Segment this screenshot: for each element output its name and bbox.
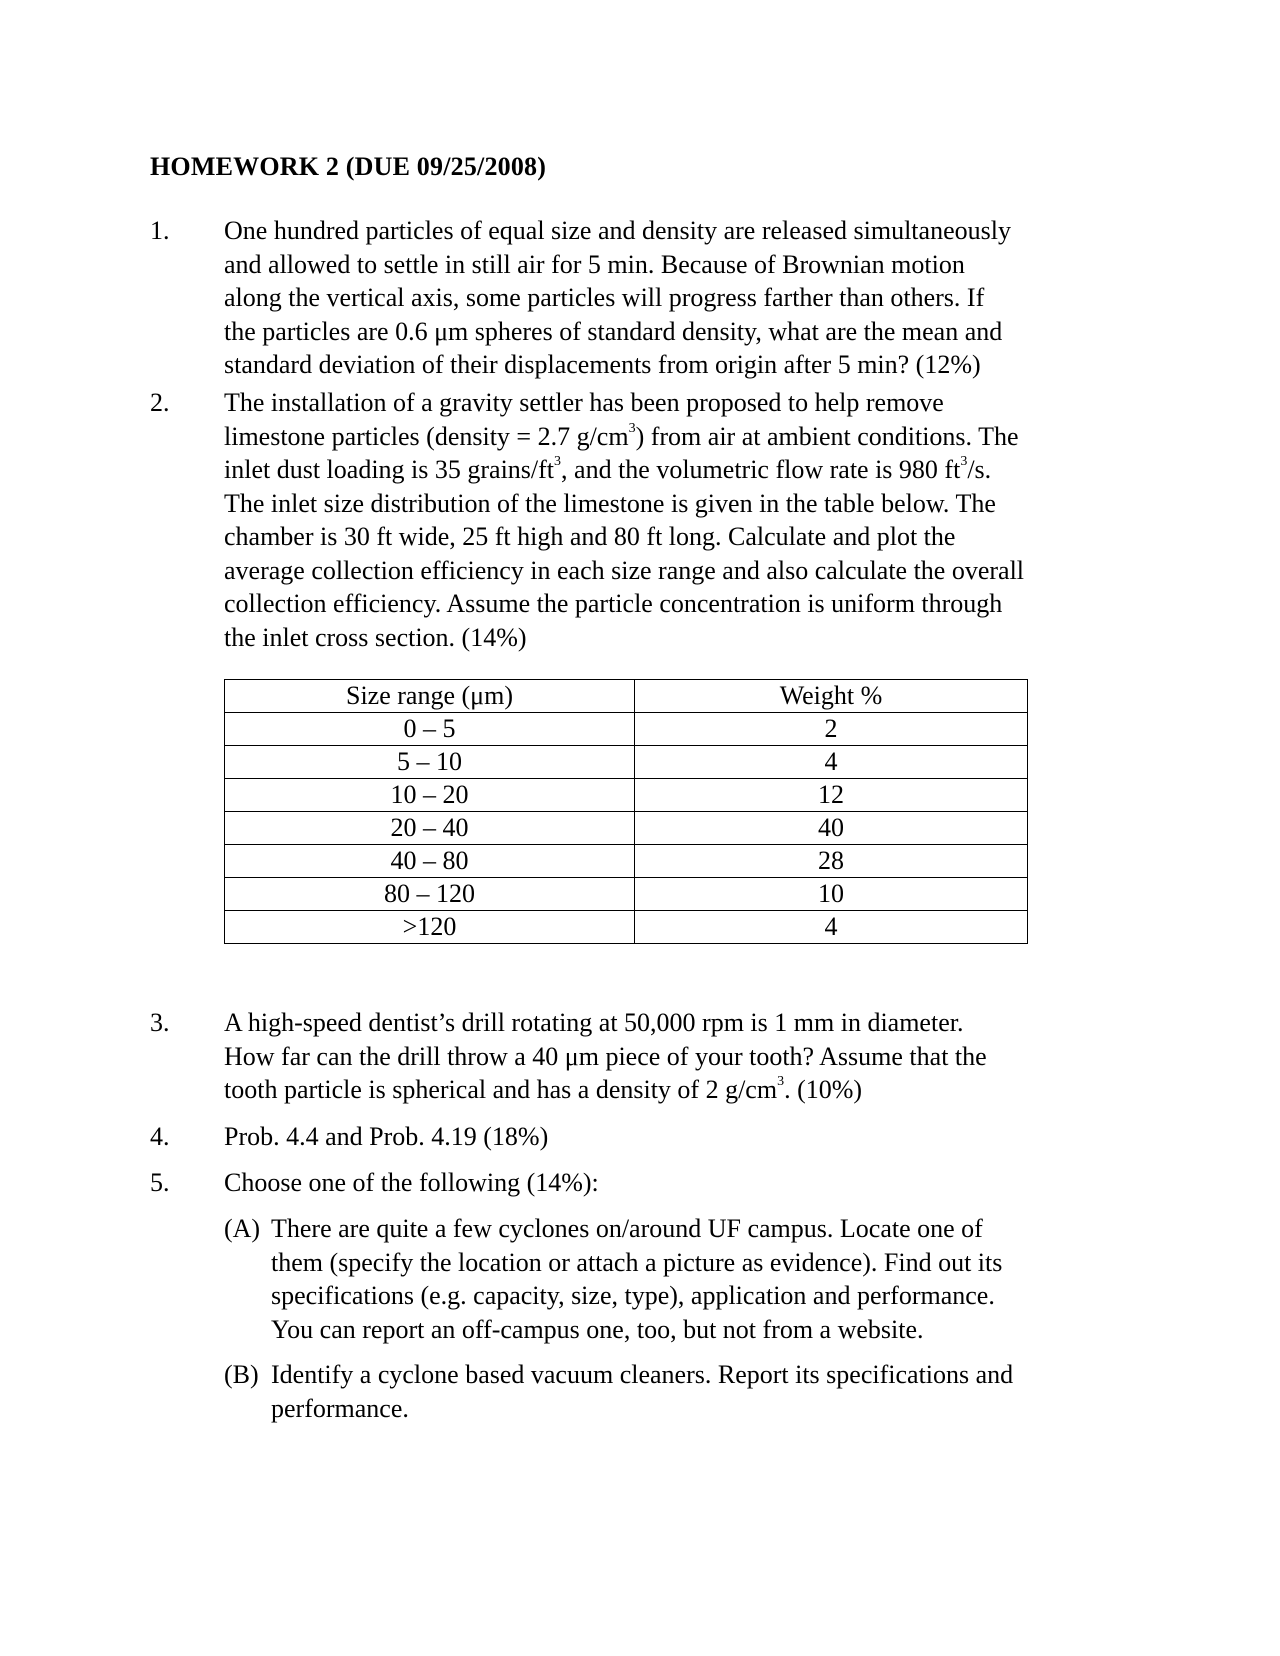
text-line (224, 1073, 1144, 1107)
text-line: You can report an off-campus one, too, but not from a website. (271, 1314, 924, 1344)
text-segment: inlet dust loading is 35 grains/ft (224, 455, 555, 484)
text-line: the particles are 0.6 μm spheres of standard density, what are the mean and (224, 316, 1003, 346)
size-cell: 40 – 80 (225, 845, 635, 878)
column-header-size-range: Size range (μm) (225, 680, 635, 713)
problem-text (224, 1006, 1144, 1107)
option-text (271, 1212, 1131, 1346)
size-cell: 20 – 40 (225, 812, 635, 845)
table-row (225, 845, 1028, 878)
text-line: There are quite a few cyclones on/around UF campus. Locate one of (271, 1214, 983, 1243)
weight-cell: 12 (635, 779, 1028, 812)
table-row (225, 779, 1028, 812)
table-header-row (225, 680, 1028, 713)
table-row (225, 713, 1028, 746)
table-row (225, 746, 1028, 779)
superscript: 3 (960, 454, 968, 470)
problem-text (224, 1120, 1144, 1154)
text-line: One hundred particles of equal size and density are released simultaneously (224, 216, 1011, 245)
size-distribution-table (224, 679, 1028, 944)
weight-cell: 2 (635, 713, 1028, 746)
text-segment: /s. (967, 455, 992, 484)
problem-number: 5. (150, 1168, 170, 1197)
text-line: Choose one of the following (14%): (224, 1168, 599, 1197)
text-segment: . (10%) (784, 1075, 863, 1104)
size-cell: 80 – 120 (225, 878, 635, 911)
column-header-weight: Weight % (635, 680, 1028, 713)
weight-cell: 40 (635, 812, 1028, 845)
text-line: them (specify the location or attach a picture as evidence). Find out its (271, 1247, 1003, 1277)
text-line: Prob. 4.4 and Prob. 4.19 (18%) (224, 1122, 549, 1151)
weight-cell: 4 (635, 911, 1028, 944)
text-segment: ) from air at ambient conditions. The (635, 421, 1019, 451)
text-line: A high-speed dentist’s drill rotating at 50,000 rpm is 1 mm in diameter. (224, 1008, 964, 1037)
table-row (225, 911, 1028, 944)
text-line: collection efficiency. Assume the particle concentration is uniform through (224, 589, 1003, 618)
size-cell: 0 – 5 (225, 713, 635, 746)
superscript: 3 (628, 420, 636, 436)
weight-cell: 10 (635, 878, 1028, 911)
weight-cell: 4 (635, 746, 1028, 779)
text-line (224, 453, 1144, 487)
text-line: performance. (271, 1393, 409, 1423)
homework-title: HOMEWORK 2 (DUE 09/25/2008) (150, 152, 547, 181)
problem-number: 2. (150, 388, 170, 417)
size-cell: 5 – 10 (225, 746, 635, 779)
text-line: Identify a cyclone based vacuum cleaners. Report its specifications and (271, 1360, 1014, 1389)
problem-text (224, 214, 1144, 382)
size-cell: >120 (225, 911, 635, 944)
option-text (271, 1358, 1131, 1425)
problem-text (224, 386, 1144, 654)
table-row (225, 878, 1028, 911)
problem-number: 4. (150, 1122, 170, 1151)
text-line: The installation of a gravity settler has been proposed to help remove (224, 388, 944, 417)
table-row (225, 812, 1028, 845)
text-line: The inlet size distribution of the limestone is given in the table below. The (224, 488, 996, 518)
problem-number: 3. (150, 1008, 170, 1037)
option-label: (A) (224, 1214, 261, 1243)
size-cell: 10 – 20 (225, 779, 635, 812)
weight-cell: 28 (635, 845, 1028, 878)
problem-text (224, 1166, 1144, 1200)
text-segment: , and the volumetric flow rate is 980 ft (561, 455, 961, 484)
text-line (224, 420, 1144, 454)
text-line: the inlet cross section. (14%) (224, 622, 527, 652)
text-line: chamber is 30 ft wide, 25 ft high and 80 ft long. Calculate and plot the (224, 522, 956, 551)
text-line: standard deviation of their displacements from origin after 5 min? (12%) (224, 350, 981, 379)
text-line: along the vertical axis, some particles will progress farther than others. If (224, 283, 985, 312)
text-line: and allowed to settle in still air for 5 min. Because of Brownian motion (224, 249, 965, 279)
text-line: specifications (e.g. capacity, size, type), application and performance. (271, 1281, 995, 1310)
text-segment: limestone particles (density = 2.7 g/cm (224, 421, 629, 451)
text-line: average collection efficiency in each size range and also calculate the overall (224, 555, 1025, 585)
superscript: 3 (777, 1074, 785, 1090)
option-label: (B) (224, 1360, 259, 1389)
problem-number: 1. (150, 216, 170, 245)
text-segment: tooth particle is spherical and has a density of 2 g/cm (224, 1075, 778, 1104)
text-line: How far can the drill throw a 40 μm piece of your tooth? Assume that the (224, 1041, 987, 1071)
superscript: 3 (554, 454, 562, 470)
